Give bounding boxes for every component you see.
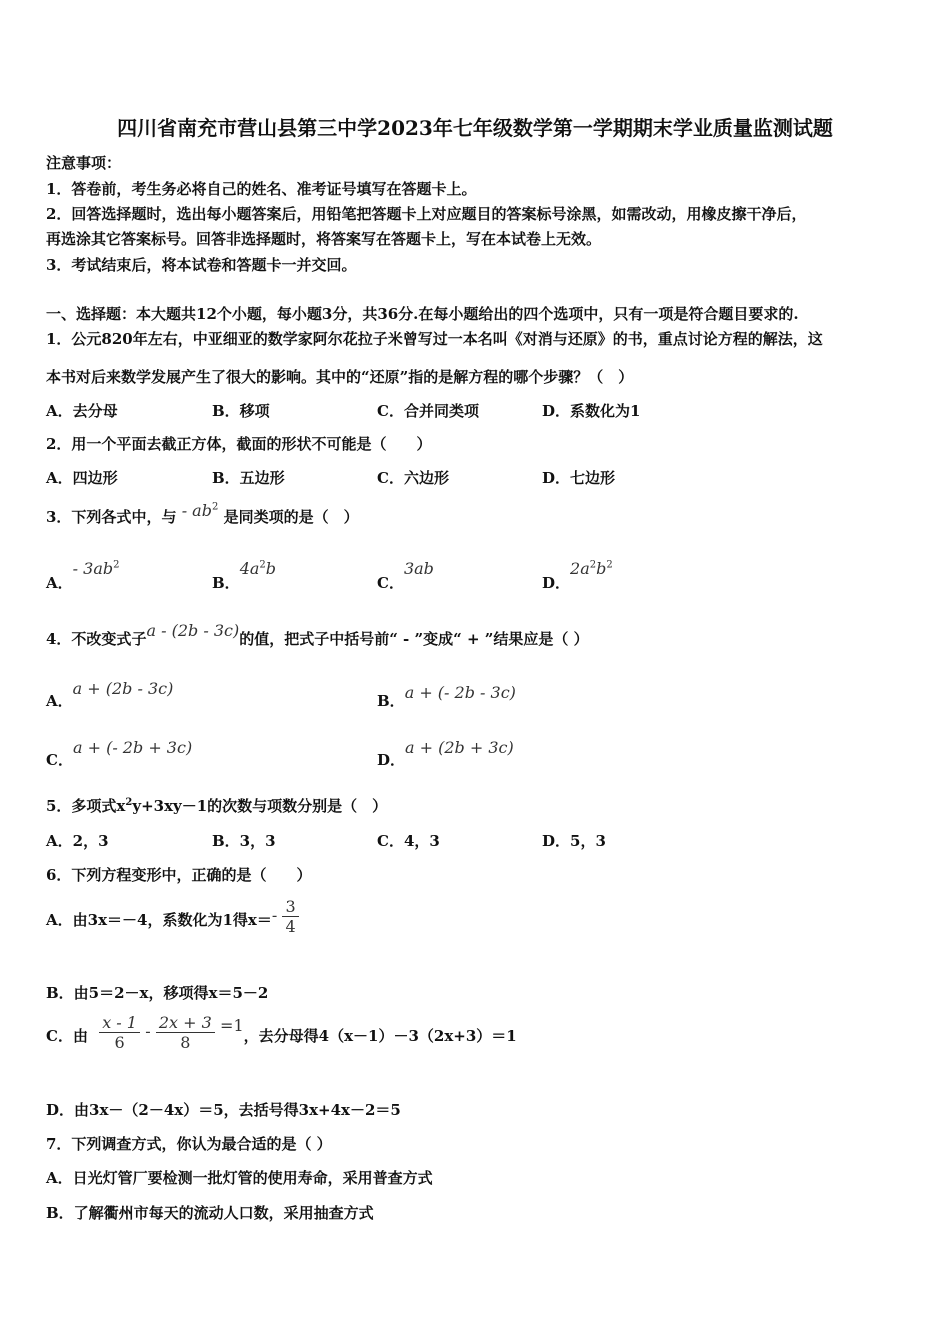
q5-option-d: D．5，3 <box>542 832 606 850</box>
q2-option-d: D．七边形 <box>542 469 616 487</box>
notice-item: 2．回答选择题时，选出每小题答案后，用铅笔把答题卡上对应题目的答案标号涂黑，如需改动，用橡皮擦干净后， <box>46 205 807 223</box>
q5-stem: 5．多项式$x^2y+3xy-1$的次数与项数分别是（ ） <box>46 797 388 815</box>
q6-option-c: C．由 $\frac{x - 1}{6}$ - $\frac{2x + 3}{8}$ =1，去分母得4（x－1）－3（2x+3）＝1 <box>46 1013 517 1052</box>
q6-c-fraction-2: $\frac{2x + 3}{8}$ <box>156 1013 215 1052</box>
q3-stem: 3．下列各式中，与 - $ab^2$ 是同类项的是（ ） <box>46 501 359 526</box>
q5-option-b: B．3，3 <box>212 832 276 850</box>
q6-option-d: D．由3x－（2－4x）＝5，去括号得3x+4x－2＝5 <box>46 1101 401 1119</box>
q6-stem: 6．下列方程变形中，正确的是（ ） <box>46 866 312 884</box>
q6-option-b: B．由5＝2－x，移项得x＝5－2 <box>46 984 269 1002</box>
q1-option-d: D．系数化为1 <box>542 402 641 420</box>
q4-option-a: A．a + (2b - 3c) <box>46 679 174 710</box>
q2-option-b: B．五边形 <box>212 469 285 487</box>
q1-option-a: A．去分母 <box>46 402 118 420</box>
q1-stem-line1: 1．公元820年左右，中亚细亚的数学家阿尔花拉子米曾写过一本名叫《对消与还原》的书，重点讨论方程的解法，这 <box>46 330 823 348</box>
q1-option-c: C．合并同类项 <box>377 402 479 420</box>
q7-stem: 7．下列调查方式，你认为最合适的是（ ） <box>46 1135 332 1153</box>
q4-stem: 4．不改变式子a - (2b - 3c)的值，把式子中括号前“ - ”变成“ + ”结果应是（ ） <box>46 621 589 648</box>
q7-option-a: A．日光灯管厂要检测一批灯管的使用寿命，采用普查方式 <box>46 1169 433 1187</box>
q4-option-b: B．a + (- 2b - 3c) <box>377 683 516 710</box>
q6-option-a: A．由3x＝－4，系数化为1得x＝- $\frac{3}{4}$ <box>46 897 299 936</box>
notice-item: 3．考试结束后，将本试卷和答题卡一并交回。 <box>46 256 357 274</box>
q4-option-c: C．a + (- 2b + 3c) <box>46 738 193 769</box>
q6-a-fraction: $\frac{3}{4}$ <box>282 897 298 936</box>
q3-option-a: A．- $3ab^2$ <box>46 559 120 592</box>
q4-option-d: D．a + (2b + 3c) <box>377 738 514 769</box>
q2-stem: 2．用一个平面去截正方体，截面的形状不可能是（ ） <box>46 435 432 453</box>
q5-option-a: A．2，3 <box>46 832 109 850</box>
notice-item: 1．答卷前，考生务必将自己的姓名、准考证号填写在答题卡上。 <box>46 180 477 198</box>
q3-option-d: D．$2a^2b^2$ <box>542 559 613 592</box>
q2-option-c: C．六边形 <box>377 469 449 487</box>
q3-option-b: B．$4a^2b$ <box>212 559 277 592</box>
q1-option-b: B．移项 <box>212 402 270 420</box>
q7-option-b: B．了解衢州市每天的流动人口数，采用抽查方式 <box>46 1204 374 1222</box>
q1-stem-line2: 本书对后来数学发展产生了很大的影响。其中的“还原”指的是解方程的哪个步骤？（ ） <box>46 368 634 386</box>
q3-option-c: C．3ab <box>377 559 434 592</box>
q4-stem-expr: a - (2b - 3c) <box>146 621 240 640</box>
q5-option-c: C．4，3 <box>377 832 440 850</box>
section-heading: 一、选择题：本大题共12个小题，每小题3分，共36分.在每小题给出的四个选项中，只有一项是符合题目要求的. <box>46 305 799 323</box>
notice-heading: 注意事项： <box>46 154 122 172</box>
q3-stem-expr: - $ab^2$ <box>181 501 219 520</box>
notice-item: 再选涂其它答案标号。回答非选择题时，将答案写在答题卡上，写在本试卷上无效。 <box>46 230 602 248</box>
q6-c-fraction-1: $\frac{x - 1}{6}$ <box>99 1013 140 1052</box>
page-title: 四川省南充市营山县第三中学2023年七年级数学第一学期期末学业质量监测试题 <box>117 116 833 140</box>
q2-option-a: A．四边形 <box>46 469 118 487</box>
